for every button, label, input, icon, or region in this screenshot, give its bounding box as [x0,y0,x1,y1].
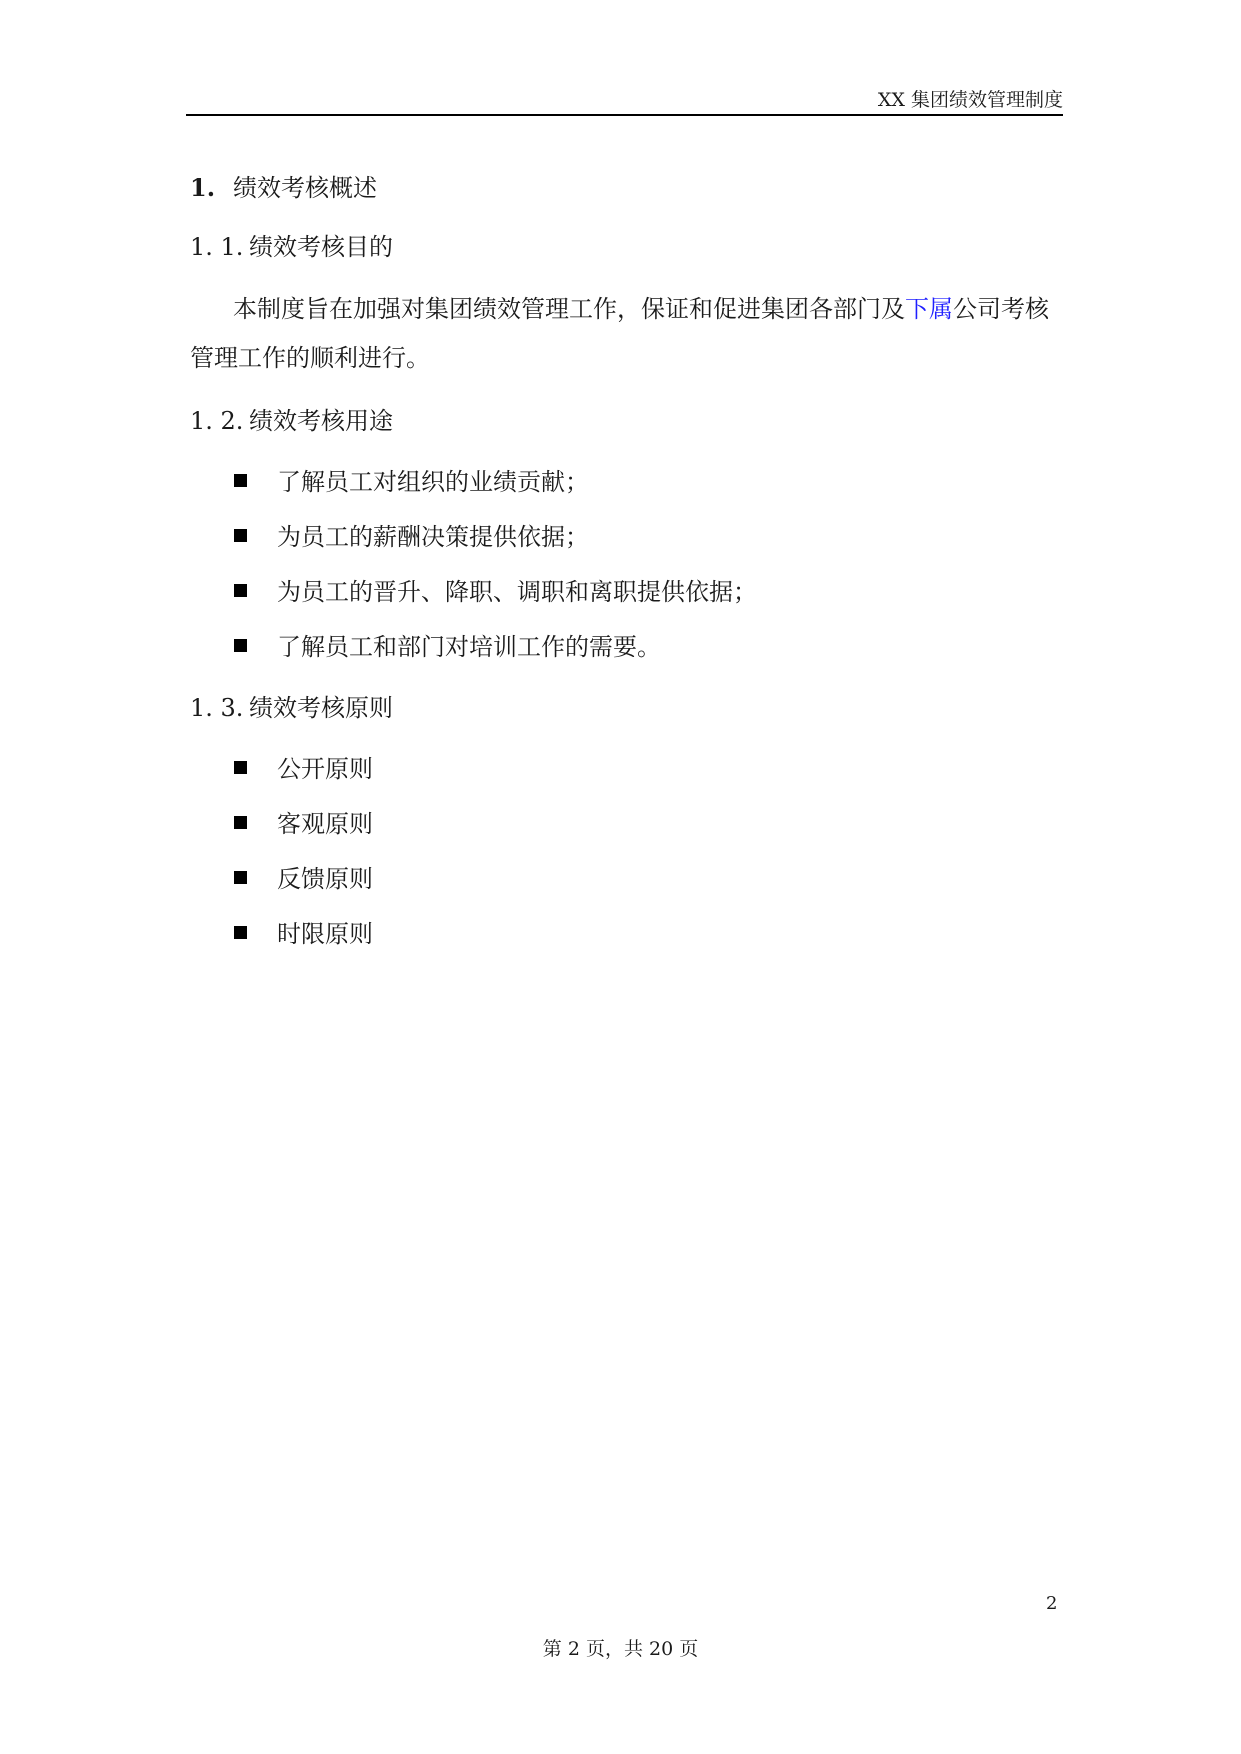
section-title: 绩效考核目的 [249,233,393,261]
section-number: 1. 2. [190,407,244,435]
section-number: 1. [190,173,216,202]
square-bullet-icon [234,529,247,542]
section-heading-1-2 [190,406,393,436]
list-item [234,754,373,784]
list-item-text: 公开原则 [277,755,373,783]
page-number: 2 [1046,1593,1058,1614]
square-bullet-icon [234,761,247,774]
list-item-text: 反馈原则 [277,865,373,893]
list-item [234,864,373,894]
section-title: 绩效考核原则 [249,694,393,722]
header-divider [186,114,1063,116]
list-item [234,467,589,497]
list-item-text: 为员工的薪酬决策提供依据； [277,523,589,551]
paragraph-text: 公司考核管理工作的顺利进行。 [190,295,1049,372]
list-item-text: 为员工的晋升、降职、调职和离职提供依据； [277,578,757,606]
section-heading-1-3 [190,693,393,723]
list-item [234,632,661,662]
list-item [234,522,589,552]
section-title: 绩效考核概述 [233,174,377,202]
list-item-text: 了解员工和部门对培训工作的需要。 [277,633,661,661]
square-bullet-icon [234,871,247,884]
document-header-title: XX 集团绩效管理制度 [877,89,1063,111]
section-title: 绩效考核用途 [249,407,393,435]
list-item-text: 了解员工对组织的业绩贡献； [277,468,589,496]
list-item [234,919,373,949]
list-item-text: 客观原则 [277,810,373,838]
paragraph-purpose [190,285,1070,383]
page-footer: 第 2 页，共 20 页 [542,1638,699,1660]
square-bullet-icon [234,816,247,829]
section-heading-1 [190,173,377,203]
list-item [234,809,373,839]
subsidiary-link[interactable]: 下属 [905,295,953,323]
square-bullet-icon [234,926,247,939]
list-item-text: 时限原则 [277,920,373,948]
square-bullet-icon [234,584,247,597]
section-heading-1-1 [190,232,393,262]
paragraph-text: 本制度旨在加强对集团绩效管理工作，保证和促进集团各部门及 [233,295,905,323]
section-number: 1. 1. [190,233,244,261]
list-item [234,577,757,607]
square-bullet-icon [234,639,247,652]
section-number: 1. 3. [190,694,244,722]
square-bullet-icon [234,474,247,487]
